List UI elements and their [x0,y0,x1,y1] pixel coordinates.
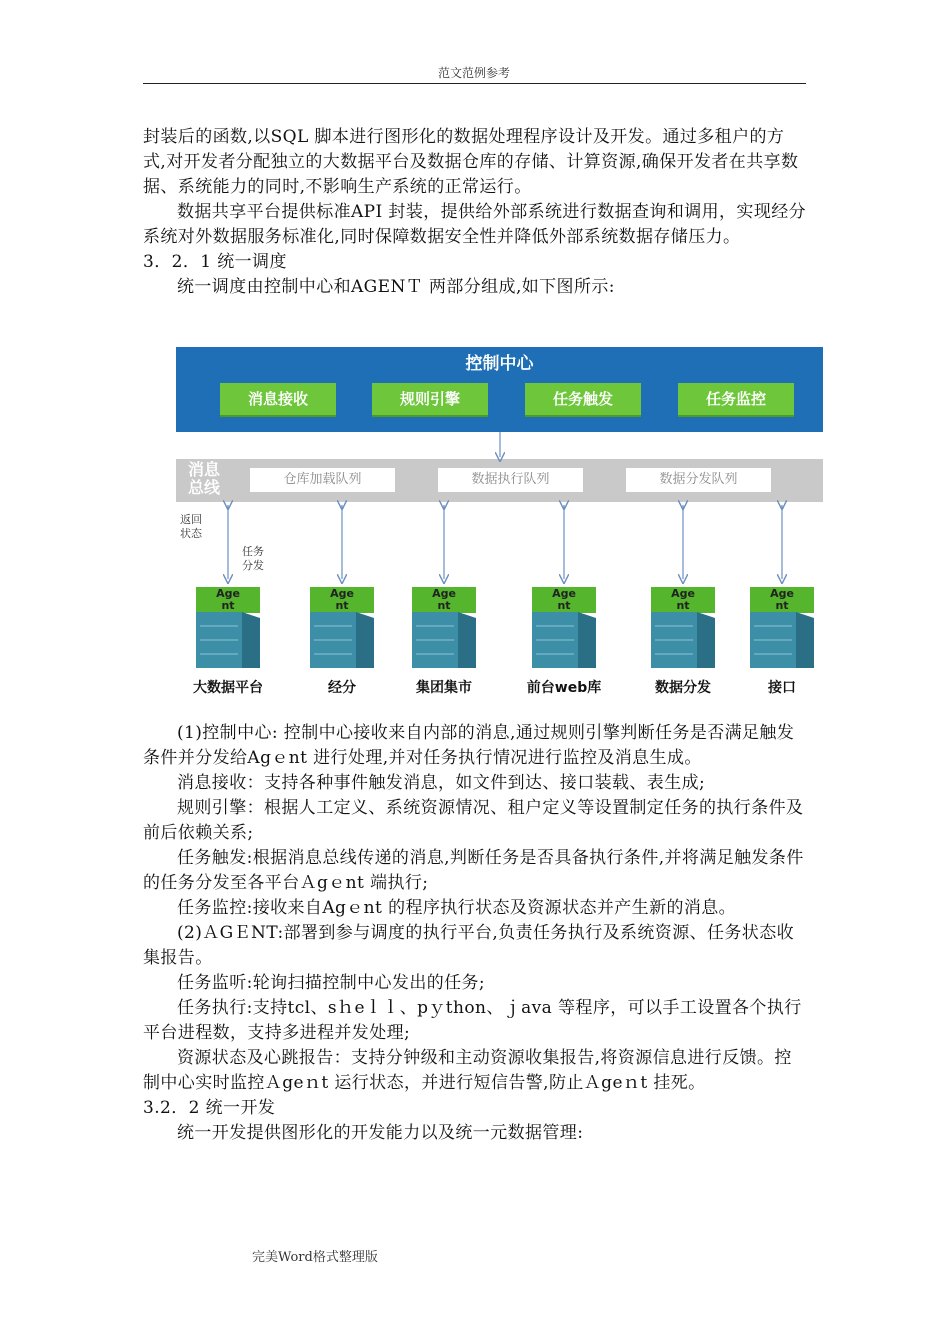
paragraph-1: 封装后的函数,以SQL 脚本进行图形化的数据处理程序设计及开发。通过多租户的方式,对开发者分配独立的大数据平台及数据仓库的存储、计算资源,确保开发者在共享数据、系统能力的同时,不影响生产系统的正常运行。 [143,127,799,197]
warehouse-load-queue: 仓库加载队列 [250,468,395,492]
server-icon [532,612,596,668]
paragraph-5: 消息接收：支持各种事件触发消息，如文件到达、接口装载、表生成; [177,773,706,793]
paragraph-11: 任务执行:支持tcl、sｈeｌｌ、pｙthon、ｊava 等程序，可以手工设置各个执行平台进程数，支持多进程并发处理; [143,998,802,1043]
header-divider [143,83,806,84]
paragraph-13: 统一开发提供图形化的开发能力以及统一元数据管理: [177,1123,584,1143]
agent-badge [310,587,374,613]
paragraph-10: 任务监听:轮询扫描控制中心发出的任务; [177,973,486,993]
data-exec-queue: 数据执行队列 [438,468,583,492]
agent-badge [651,587,715,613]
paragraph-12: 资源状态及心跳报告：支持分钟级和主动资源收集报告,将资源信息进行反馈。控制中心实时监控Ａgeｎt 运行状态，并进行短信告警,防止Ａgeｎt 挂死。 [143,1048,792,1093]
agent-text-2: nt [676,599,690,612]
paragraph-4: (1)控制中心: 控制中心接收来自内部的消息,通过规则引擎判断任务是否满足触发条件并分发给Agｅnt 进行处理,并对任务执行情况进行监控及消息生成。 [143,723,795,768]
server-icon [750,612,814,668]
node-label-data-dispatch: 数据分发 [655,680,711,696]
agent-text-1: Age [216,587,240,600]
node-label-interface: 接口 [768,680,796,696]
paragraph-7: 任务触发:根据消息总线传递的消息,判断任务是否具备执行条件,并将满足触发条件的任务分发至各平台Ａgｅnt 端执行; [143,848,804,893]
agent-badge [412,587,476,613]
agent-text-1: Age [330,587,354,600]
control-center-title: 控制中心 [465,354,534,374]
paragraph-3: 统一调度由控制中心和AGENＴ 两部分组成,如下图所示: [177,277,615,297]
agent-text-2: nt [335,599,349,612]
page-footer: 完美Word格式整理版 [252,1250,378,1265]
page-header: 范文范例参考 [437,66,510,80]
return-status-label [180,513,202,541]
agent-text-2: nt [557,599,571,612]
agent-badge [196,587,260,613]
heading-3-2-2: 3.2．2 统一开发 [143,1098,276,1118]
agent-text-2: nt [775,599,789,612]
message-receive-box: 消息接收 [220,383,336,417]
node-label-jingfen: 经分 [328,680,356,696]
rule-engine-box: 规则引擎 [372,383,488,417]
heading-3-2-1: 3．2．1 统一调度 [143,252,287,272]
server-icon [412,612,476,668]
agent-text-2: nt [221,599,235,612]
server-icon [310,612,374,668]
message-bus-label-line1: 消息 [188,460,221,479]
diagram-arrows [176,347,823,699]
return-status-line2: 状态 [180,527,202,540]
agent-text-2: nt [437,599,451,612]
server-icon [651,612,715,668]
paragraph-8: 任务监控:接收来自Agｅnt 的程序执行状态及资源状态并产生新的消息。 [177,898,737,918]
paragraph-6: 规则引擎：根据人工定义、系统资源情况、租户定义等设置制定任务的执行条件及前后依赖关系; [143,798,804,843]
agent-badge [532,587,596,613]
body-bottom [143,721,807,1146]
task-dispatch-line2: 分发 [242,559,264,572]
message-bus-label-line2: 总线 [188,478,221,497]
agent-text-1: Age [432,587,456,600]
paragraph-2: 数据共享平台提供标准API 封装，提供给外部系统进行数据查询和调用，实现经分系统对外数据服务标准化,同时保障数据安全性并降低外部系统数据存储压力。 [143,202,807,247]
agent-text-1: Age [770,587,794,600]
agent-badge [750,587,814,613]
body-top [143,125,807,300]
node-label-web-db: 前台web库 [526,680,602,696]
data-dispatch-queue: 数据分发队列 [626,468,771,492]
paragraph-9: (2)ＡGＥNT:部署到参与调度的执行平台,负责任务执行及系统资源、任务状态收集报告。 [143,923,794,968]
agent-text-1: Age [552,587,576,600]
return-status-line1: 返回 [180,513,202,526]
node-label-group-mart: 集团集市 [416,680,472,696]
scheduling-diagram [176,347,823,699]
task-dispatch-label [242,545,264,573]
task-monitor-box: 任务监控 [678,383,794,417]
node-label-bigdata: 大数据平台 [193,680,263,696]
task-trigger-box: 任务触发 [525,383,641,417]
task-dispatch-line1: 任务 [242,545,264,558]
agent-text-1: Age [671,587,695,600]
server-icon [196,612,260,668]
